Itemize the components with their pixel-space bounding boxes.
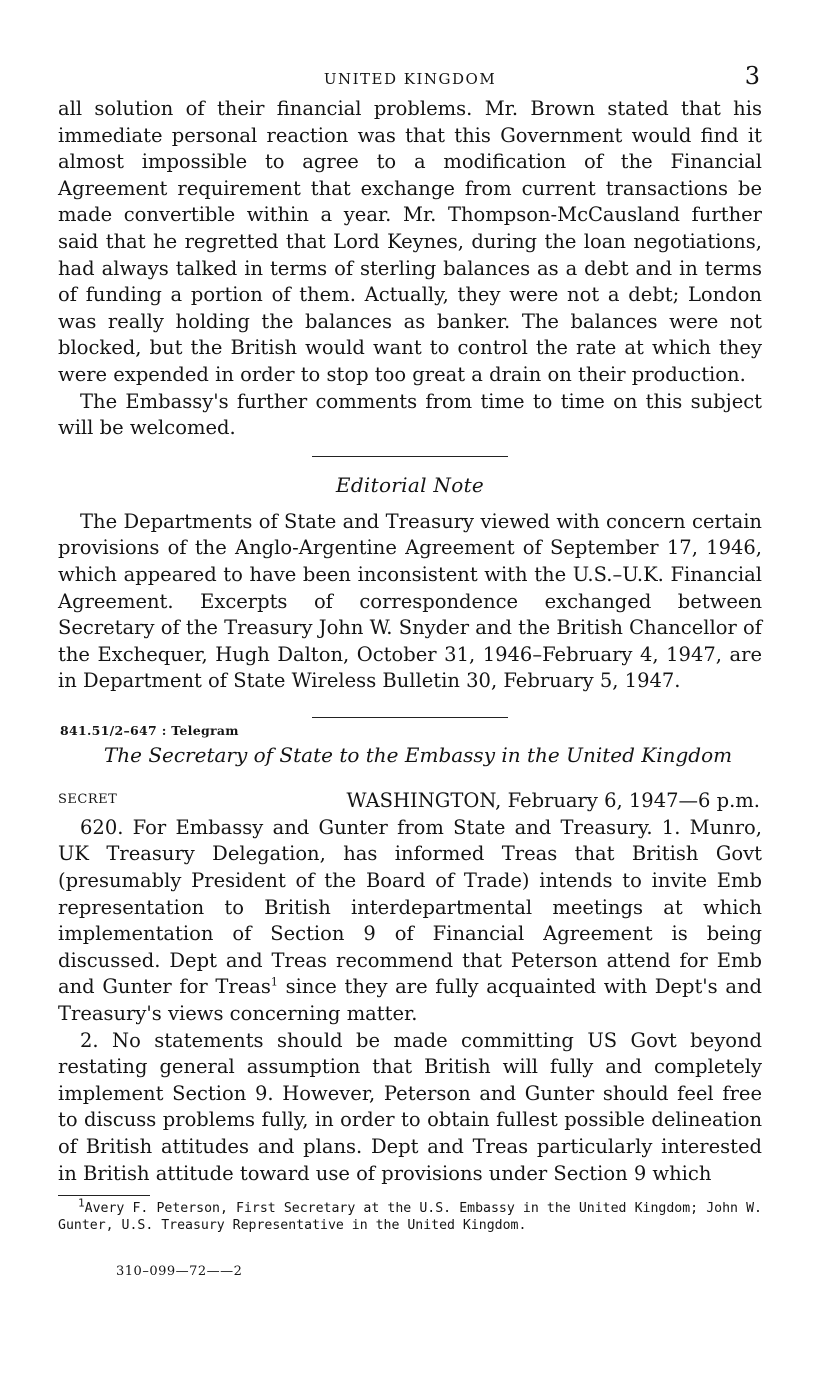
- telegram-paragraph-1-end: since they are fully acquainted with Dept's and Treasury's views concerning matter.: [58, 975, 763, 1026]
- closing-paragraph: The Embassy's further comments from time to time on this subject will be welcomed.: [58, 389, 762, 440]
- telegram-paragraph-1-text: 620. For Embassy and Gunter from State and Treasury. 1. Munro, UK Treasury Delegation, has informed Treas that British Govt (presumably President of the Board of Trade) intends to invite Emb representation to British interdepartmental meetings at which implementation of Section 9 of Financial Agreement is being discussed. Dept and Treas recommend that Peterson attend for Emb and Gunter for Treas: [58, 815, 762, 999]
- document-reference: 841.51/2–647 : Telegram: [60, 722, 239, 738]
- running-title: UNITED KINGDOM: [323, 70, 497, 88]
- document-page: [58, 62, 762, 1279]
- section-divider: [312, 717, 508, 718]
- document-title: The Secretary of State to the Embassy in the United Kingdom: [103, 742, 733, 767]
- footnote-text: Avery F. Peterson, First Secretary at the U.S. Embassy in the United Kingdom; John W. Gunter, U.S. Treasury Representative in the United Kingdom.: [58, 1201, 762, 1234]
- dateline-row: [58, 789, 762, 815]
- footnote-reference: 1: [270, 975, 278, 989]
- editorial-note-heading: Editorial Note: [335, 472, 485, 497]
- section-divider: [312, 456, 508, 457]
- continued-paragraph: all solution of their financial problems. Mr. Brown stated that his immediate personal reaction was that this Government would find it almost impossible to agree to a modification of the Financial Agreement requirement that exchange from current transactions be made convertible within a year. Mr. Thompson-McCausland further said that he regretted that Lord Keynes, during the loan negotiations, had always talked in terms of sterling balances as a debt and in terms of funding a portion of them. Actually, they were not a debt; London was really holding the balances as banker. The balances were not blocked, but the British would want to control the rate at which they were expended in order to stop too great a drain on their production.: [58, 97, 762, 386]
- editorial-note-text: The Departments of State and Treasury viewed with concern certain provisions of the Anglo-Argentine Agreement of September 17, 1946, which appeared to have been inconsistent with the U.S.–U.K. Financial Agreement. Excerpts of correspondence exchanged between Secretary of the Treasury John W. Snyder and the British Chancellor of the Exchequer, Hugh Dalton, October 31, 1946–February 4, 1947, are in Department of State Wireless Bulletin 30, February 5, 1947.: [58, 509, 762, 693]
- footnote-divider: [58, 1195, 150, 1196]
- dateline: WASHINGTON, February 6, 1947—6 p.m.: [346, 788, 760, 812]
- telegram-paragraph-2: 2. No statements should be made committing US Govt beyond restating general assumption that British will fully and completely implement Section 9. However, Peterson and Gunter should feel free to discuss problems fully, in order to obtain fullest possible delineation of British attitudes and plans. Dept and Treas particularly interested in British attitude toward use of provisions under Section 9 which: [58, 1028, 762, 1185]
- page-number: 3: [744, 62, 760, 90]
- document-reference-row: [58, 717, 762, 741]
- footnote: [58, 1196, 762, 1234]
- telegram-paragraph-1: [58, 815, 762, 1028]
- print-code: 310–099—72——2: [116, 1264, 243, 1280]
- footnote-marker: 1: [78, 1196, 85, 1210]
- running-header: [58, 62, 762, 96]
- classification-label: SECRET: [58, 791, 118, 807]
